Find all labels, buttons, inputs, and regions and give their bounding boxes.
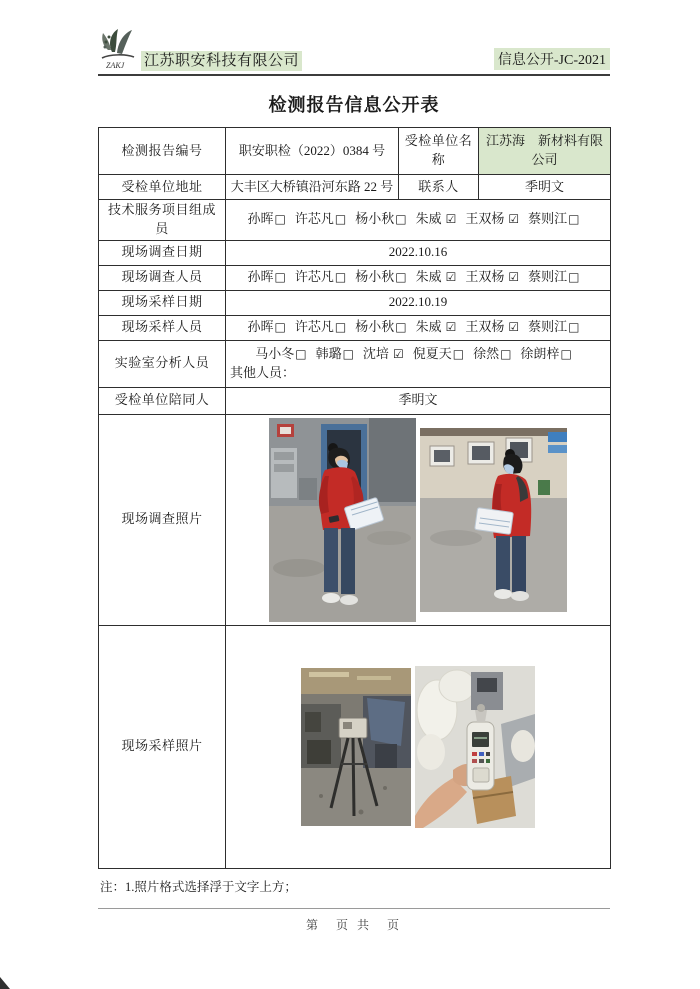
member-unchecked: 蔡则江□ (528, 269, 580, 285)
report-no-value: 职安职检（2022）0384 号 (226, 128, 399, 175)
page-number-text: 第 页 共 页 (305, 918, 402, 932)
checkbox-checked-icon: ☑ (445, 270, 457, 285)
survey-date-label: 现场调查日期 (99, 240, 226, 265)
checkbox-unchecked-icon: □ (568, 320, 580, 335)
checkbox-unchecked-icon: □ (500, 346, 512, 361)
checkbox-unchecked-icon: □ (568, 212, 580, 227)
checkbox-checked-icon: ☑ (445, 320, 457, 335)
checkbox-unchecked-icon: □ (334, 270, 347, 285)
member-checked: 王双杨 ☑ (465, 319, 520, 335)
member-unchecked: 许芯凡□ (294, 319, 347, 335)
row-survey-staff (99, 265, 611, 290)
member-unchecked: 杨小秋□ (355, 319, 407, 335)
escort-value: 季明文 (226, 387, 611, 414)
member-checked: 朱威 ☑ (415, 319, 457, 335)
member-checked: 王双杨 ☑ (465, 211, 520, 227)
member-unchecked: 杨小秋□ (355, 211, 407, 227)
sampling-date-label: 现场采样日期 (99, 290, 226, 315)
survey-photo-right (420, 428, 567, 612)
checkbox-unchecked-icon: □ (568, 270, 580, 285)
row-sampling-photos (99, 625, 611, 868)
row-team (99, 200, 611, 241)
member-unchecked: 孙晖□ (247, 319, 286, 335)
contact-label: 联系人 (399, 175, 479, 200)
survey-staff-members (226, 265, 611, 290)
contact-value: 季明文 (479, 175, 611, 200)
survey-staff-label: 现场调查人员 (99, 265, 226, 290)
page-header (98, 0, 610, 76)
row-address (99, 175, 611, 200)
member-unchecked: 蔡则江□ (528, 319, 580, 335)
row-sampling-staff (99, 315, 611, 340)
checkbox-unchecked-icon: □ (395, 270, 407, 285)
unit-name-label: 受检单位名称 (399, 128, 479, 175)
member-checked: 朱威 ☑ (415, 269, 457, 285)
company-logo-icon (98, 26, 138, 71)
row-survey-date (99, 240, 611, 265)
row-sampling-date (99, 290, 611, 315)
sampling-staff-label: 现场采样人员 (99, 315, 226, 340)
address-label: 受检单位地址 (99, 175, 226, 200)
sampling-photo-cell (226, 625, 611, 868)
survey-date-value: 2022.10.16 (226, 240, 611, 265)
checkbox-unchecked-icon: □ (334, 320, 347, 335)
member-unchecked: 杨小秋□ (355, 269, 407, 285)
company-name: 江苏职安科技有限公司 (141, 51, 302, 71)
page-title: 检测报告信息公开表 (268, 95, 440, 115)
team-label: 技术服务项目组成员 (99, 200, 226, 241)
sampling-date-value: 2022.10.19 (226, 290, 611, 315)
row-escort (99, 387, 611, 414)
row-lab-staff (99, 340, 611, 387)
checkbox-checked-icon: ☑ (508, 320, 520, 335)
checkbox-checked-icon: ☑ (392, 346, 404, 361)
checkbox-unchecked-icon: □ (334, 212, 347, 227)
member-checked: 朱威 ☑ (415, 211, 457, 227)
checkbox-unchecked-icon: □ (274, 320, 286, 335)
member-unchecked: 孙晖□ (247, 269, 286, 285)
lab-staff-cell (226, 340, 611, 387)
survey-photo-left (269, 418, 416, 622)
checkbox-unchecked-icon: □ (274, 212, 286, 227)
member-checked: 沈培 ☑ (362, 345, 404, 361)
member-unchecked: 孙晖□ (247, 211, 286, 227)
survey-photo-cell (226, 414, 611, 625)
checkbox-unchecked-icon: □ (395, 320, 407, 335)
member-unchecked: 徐然□ (473, 345, 512, 361)
member-unchecked: 韩璐□ (315, 345, 354, 361)
checkbox-checked-icon: ☑ (445, 212, 457, 227)
member-unchecked: 徐朗梓□ (520, 345, 572, 361)
checkbox-unchecked-icon: □ (274, 270, 286, 285)
footer-divider (98, 908, 610, 909)
address-value: 大丰区大桥镇沿河东路 22 号 (226, 175, 399, 200)
unit-name-value: 江苏海 新材料有限公司 (479, 128, 611, 175)
other-staff-label: 其他人员： (230, 364, 296, 380)
footnote: 注：1.照片格式选择浮于文字上方； (100, 879, 297, 894)
checkbox-unchecked-icon: □ (560, 346, 572, 361)
member-unchecked: 倪夏天□ (412, 345, 465, 361)
member-unchecked: 马小冬□ (255, 345, 307, 361)
sampling-photo-left (301, 668, 411, 826)
checkbox-checked-icon: ☑ (508, 270, 520, 285)
member-checked: 王双杨 ☑ (465, 269, 520, 285)
scan-artifact-mark (0, 977, 10, 989)
sampling-staff-members (226, 315, 611, 340)
member-unchecked: 许芯凡□ (294, 269, 347, 285)
logo-text: ZAKJ (106, 61, 125, 70)
row-report-no (99, 128, 611, 175)
lab-staff-label: 实验室分析人员 (99, 340, 226, 387)
page-footer (98, 908, 610, 933)
row-survey-photos (99, 414, 611, 625)
checkbox-unchecked-icon: □ (342, 346, 354, 361)
sampling-photo-right (415, 666, 535, 828)
doc-code: 信息公开-JC-2021 (494, 48, 610, 70)
lab-staff-members (229, 345, 607, 364)
checkbox-unchecked-icon: □ (395, 212, 407, 227)
info-table (98, 127, 611, 869)
escort-label: 受检单位陪同人 (99, 387, 226, 414)
report-no-label: 检测报告编号 (99, 128, 226, 175)
member-unchecked: 许芯凡□ (294, 211, 347, 227)
header-brand (98, 26, 302, 71)
checkbox-unchecked-icon: □ (452, 346, 465, 361)
checkbox-unchecked-icon: □ (295, 346, 307, 361)
sampling-photo-label: 现场采样照片 (99, 625, 226, 868)
member-unchecked: 蔡则江□ (528, 211, 580, 227)
checkbox-checked-icon: ☑ (508, 212, 520, 227)
team-members (226, 200, 611, 241)
survey-photo-label: 现场调查照片 (99, 414, 226, 625)
